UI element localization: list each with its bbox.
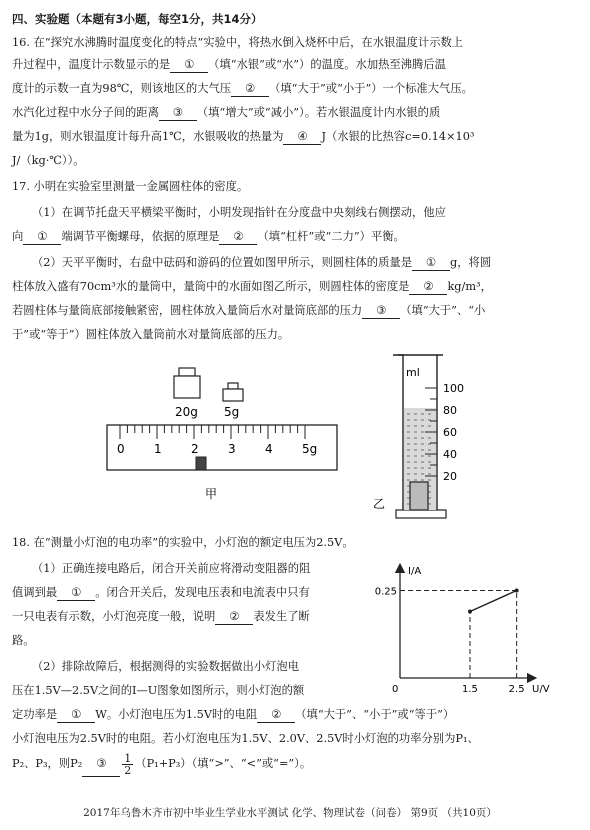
graduated-cylinder-icon bbox=[393, 355, 446, 518]
ruler-tick-label: 3 bbox=[228, 442, 236, 456]
q18-line4: 一只电表有示数，小灯泡亮度一般，说明 ② 表发生了断 bbox=[12, 610, 310, 623]
weight-20g-label: 20g bbox=[175, 405, 198, 419]
iu-chart bbox=[374, 560, 572, 700]
q18-line9: 小灯泡电压为2.5V时的电阻。若小灯泡电压为1.5V、2.0V、2.5V时小灯泡的功率分别为P₁、 bbox=[12, 732, 479, 745]
q16-line5: 量为1g，则水银温度计每升高1℃，水银吸收的热量为 ④ J（水银的比热容c=0.14×10³ bbox=[12, 130, 475, 143]
fraction-one-half: $\frac{1}{2}$ bbox=[124, 751, 132, 777]
q18-blank4[interactable]: ② bbox=[257, 708, 295, 723]
weight-20g-icon bbox=[174, 368, 200, 398]
q17-blank4[interactable]: ② bbox=[409, 280, 447, 295]
q17-line4: （2）天平平衡时，右盘中砝码和游码的位置如图甲所示，则圆柱体的质量是 ① g，将圆 bbox=[32, 256, 492, 269]
q16-line6: J/（kg·℃））。 bbox=[12, 154, 85, 167]
q18-blank1[interactable]: ① bbox=[57, 586, 95, 601]
cylinder-mark-label: 100 bbox=[443, 382, 464, 395]
ruler-tick-label: 0 bbox=[117, 442, 125, 456]
figure-label-yi: 乙 bbox=[373, 497, 386, 511]
q17-blank5[interactable]: ③ bbox=[362, 304, 400, 319]
q18-blank5[interactable]: ③ bbox=[82, 752, 120, 777]
rider-icon bbox=[196, 457, 206, 470]
q18-line10: P₂、P₃，则P₂ ③ $\frac{1}{2}$ （P₁+P₃）（填“>”、“<”或“=”）。 bbox=[12, 751, 312, 777]
x-tick-label: 0 bbox=[392, 684, 399, 695]
q17-blank2[interactable]: ② bbox=[219, 230, 257, 245]
q18-blank3[interactable]: ① bbox=[57, 708, 95, 723]
chart-x-label: U/V bbox=[532, 684, 550, 695]
weight-5g-label: 5g bbox=[224, 405, 240, 419]
figure-label-jia: 甲 bbox=[205, 487, 218, 501]
metal-cylinder-icon bbox=[410, 482, 428, 510]
q18-line3: 值调到最 ① 。闭合开关后，发现电压表和电流表中只有 bbox=[12, 586, 310, 599]
x-tick-label: 1.5 bbox=[462, 684, 478, 695]
q17-line2: （1）在调节托盘天平横梁平衡时，小明发现指针在分度盘中央刻线右侧摆动，他应 bbox=[32, 206, 446, 219]
page-footer: 2017年乌鲁木齐市初中毕业生学业水平测试 化学、物理试卷（问卷） 第9页 （共10页） bbox=[83, 807, 497, 819]
q16-line1: 16. 在“探究水沸腾时温度变化的特点”实验中，将热水倒入烧杯中后，在水银温度计示数上 bbox=[12, 36, 464, 49]
q18-line5: 路。 bbox=[12, 634, 35, 647]
x-tick-label: 2.5 bbox=[508, 684, 525, 695]
section-title: 四、实验题（本题有3小题，每空1分，共14分） bbox=[12, 12, 263, 26]
cylinder-mark-label: 80 bbox=[443, 404, 457, 417]
q18-line1: 18. 在“测量小灯泡的电功率”的实验中，小灯泡的额定电压为2.5V。 bbox=[12, 536, 354, 549]
chart-y-label: I/A bbox=[408, 566, 422, 577]
ruler-tick-label: 1 bbox=[154, 442, 162, 456]
ruler-tick-label: 5g bbox=[302, 442, 318, 456]
q17-line1: 17. 小明在实验室里测量一金属圆柱体的密度。 bbox=[12, 180, 249, 193]
figure-balance-and-cylinder bbox=[0, 350, 580, 525]
weight-5g-icon bbox=[223, 383, 243, 401]
q16-line4: 水汽化过程中水分子间的距离 ③ （填“增大”或“减小”）。若水银温度计内水银的质 bbox=[12, 106, 441, 119]
q17-line6: 若圆柱体与量筒底部接触紧密，圆柱体放入量筒后水对量筒底部的压力 ③ （填“大于”、“小 bbox=[12, 304, 486, 317]
q16-blank2[interactable]: ② bbox=[231, 82, 269, 97]
q18-line8: 定功率是 ① W。小灯泡电压为1.5V时的电阻 ② （填“大于”、“小于”或“等于”） bbox=[12, 708, 455, 721]
data-point bbox=[515, 589, 519, 593]
ruler-tick-label: 4 bbox=[265, 442, 273, 456]
q16-blank4[interactable]: ④ bbox=[283, 130, 321, 145]
y-tick-label: 0.25 bbox=[374, 586, 397, 598]
series-line bbox=[470, 591, 517, 612]
data-point bbox=[468, 610, 472, 614]
q16-line3: 度计的示数一直为98℃，则该地区的大气压 ② （填“大于”或“小于”）一个标准大气压。 bbox=[12, 82, 473, 95]
cylinder-mark-label: 40 bbox=[443, 448, 457, 461]
cylinder-unit: ml bbox=[406, 366, 420, 379]
q17-line7: 于”或“等于”）圆柱体放入量筒前水对量筒底部的压力。 bbox=[12, 328, 290, 341]
q18-line2: （1）正确连接电路后，闭合开关前应将滑动变阻器的阻 bbox=[32, 562, 311, 575]
q18-line7: 压在1.5V—2.5V之间的I—U图象如图所示，则小灯泡的额 bbox=[12, 684, 305, 697]
cylinder-mark-label: 60 bbox=[443, 426, 457, 439]
q17-blank3[interactable]: ① bbox=[412, 256, 450, 271]
q18-blank2[interactable]: ② bbox=[215, 610, 253, 625]
ruler-tick-label: 2 bbox=[191, 442, 199, 456]
q16-blank1[interactable]: ① bbox=[170, 58, 208, 73]
q16-blank3[interactable]: ③ bbox=[159, 106, 197, 121]
q18-line6: （2）排除故障后，根据测得的实验数据做出小灯泡电 bbox=[32, 660, 300, 673]
q17-blank1[interactable]: ① bbox=[23, 230, 61, 245]
q17-line5: 柱体放入盛有70cm³水的量筒中，量筒中的水面如图乙所示，则圆柱体的密度是 ② kg/m³， bbox=[12, 280, 492, 293]
q16-line2: 升过程中，温度计示数显示的是 ① （填“水银”或“水”）的温度。水加热至沸腾后温 bbox=[12, 58, 446, 71]
cylinder-mark-label: 20 bbox=[443, 470, 457, 483]
chart-marks bbox=[375, 587, 525, 696]
q17-line3: 向 ① 端调节平衡螺母，依据的原理是 ② （填“杠杆”或“二力”）平衡。 bbox=[12, 230, 405, 243]
